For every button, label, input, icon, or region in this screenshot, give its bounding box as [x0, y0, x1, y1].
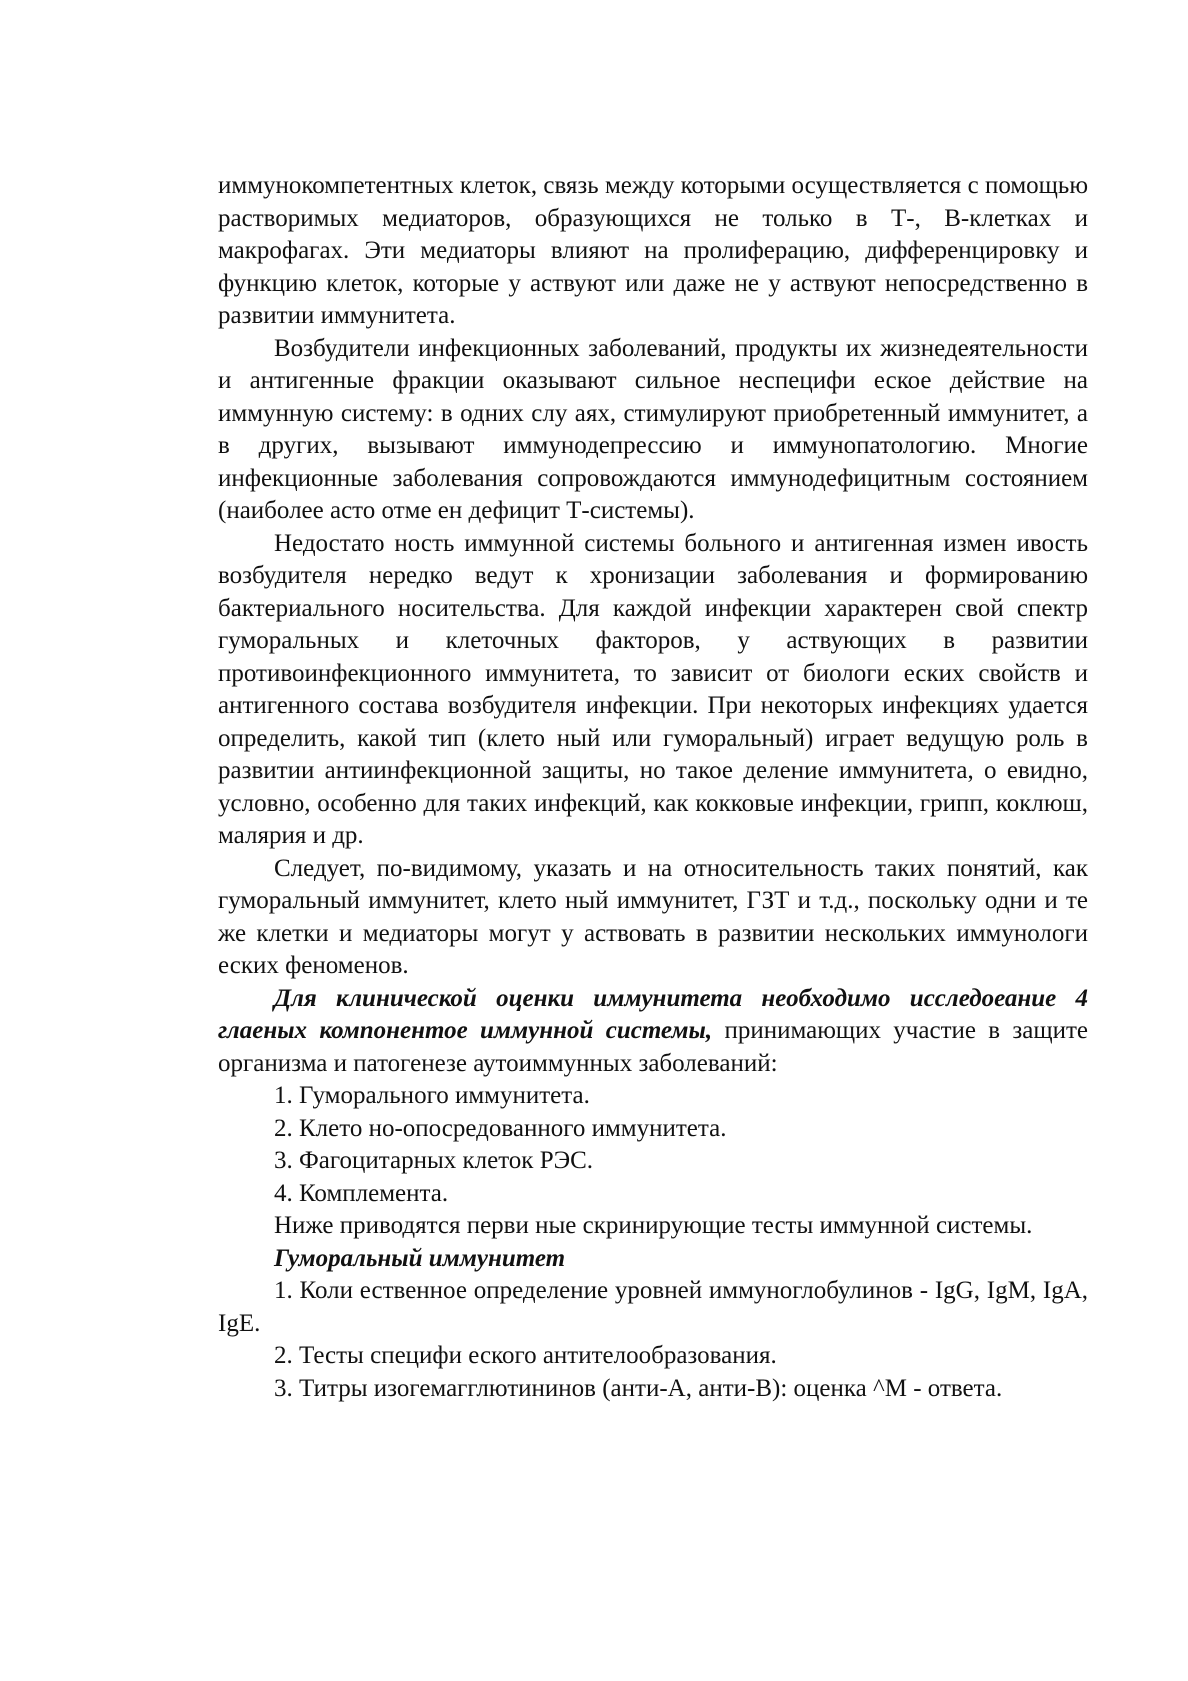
paragraph-immunocompetent-cells: иммунокомпетентных клеток, связь между которыми осуществляется с помощью растворимых медиаторов, образующихся не только в Т-, В-клетках и макрофагах. Эти медиаторы влияют на пролиферацию, дифференцировку и функцию клеток, которые у аствуют или даже не у аствуют непосредственно в развитии иммунитета.	[218, 172, 1088, 329]
list-item: 3. Титры изогемагглютининов (анти-А, анти-В): оценка ^M - ответа.	[274, 1374, 1003, 1402]
list-item: 1. Гуморального иммунитета.	[274, 1082, 590, 1109]
list-item: 2. Тесты специфи еского антителообразования.	[274, 1342, 777, 1369]
paragraph-clinical-assessment	[218, 983, 1088, 1081]
clinical-assessment-emphasis: Для клинической оценки иммунитета необходимо исследоеание 4 глаеных компонентое иммунной системы,	[218, 984, 1088, 1044]
document-page	[218, 170, 1088, 1405]
paragraph-immune-insufficiency: Недостато ность иммунной системы больного и антигенная измен ивость возбудителя нередко ведут к хронизации заболевания и формированию бактериального носительства. Для каждой инфекции характерен свой спектр гуморальных и клеточных факторов, у аствующих в развитии противоинфекционного иммунитета, то зависит от биологи еских свойств и антигенного состава возбудителя инфекции. При некоторых инфекциях удается определить, какой тип (клето ный или гуморальный) играет ведущую роль в развитии антиинфекционной защиты, но такое деление иммунитета, о евидно, условно, особенно для таких инфекций, как кокковые инфекции, грипп, коклюш, малярия и др.	[218, 529, 1088, 849]
paragraph-screening-tests: Ниже приводятся перви ные скринирующие тесты иммунной системы.	[274, 1212, 1033, 1239]
list-item: 1. Коли ественное определение уровней иммуноглобулинов - IgG, IgM, IgA, IgE.	[218, 1277, 1088, 1337]
list-item: 4. Комплемента.	[274, 1179, 449, 1207]
section-heading: Гуморальный иммунитет	[274, 1244, 566, 1272]
clinical-assessment-rest: принимающих участие в защите организма и патогенезе аутоиммунных заболеваний:	[218, 1017, 1088, 1077]
list-item: 2. Клето но-опосредованного иммунитета.	[274, 1114, 727, 1142]
paragraph-relativity: Следует, по-видимому, указать и на относительность таких понятий, как гуморальный иммунитет, клето ный иммунитет, ГЗТ и т.д., поскольку одни и те же клетки и медиаторы могут у аствовать в развитии нескольких иммунологи еских феноменов.	[218, 854, 1088, 979]
paragraph-pathogens: Возбудители инфекционных заболеваний, продукты их жизнедеятельности и антигенные фракции оказывают сильное неспецифи еское действие на иммунную систему: в одних слу аях, стимулируют приобретенный иммунитет, а в других, вызывают иммунодепрессию и иммунопатологию. Многие инфекционные заболевания сопровождаются иммунодефицитным состоянием (наиболее асто отме ен дефицит Т-системы).	[218, 334, 1088, 524]
list-item: 3. Фагоцитарных клеток РЭС.	[274, 1147, 594, 1174]
